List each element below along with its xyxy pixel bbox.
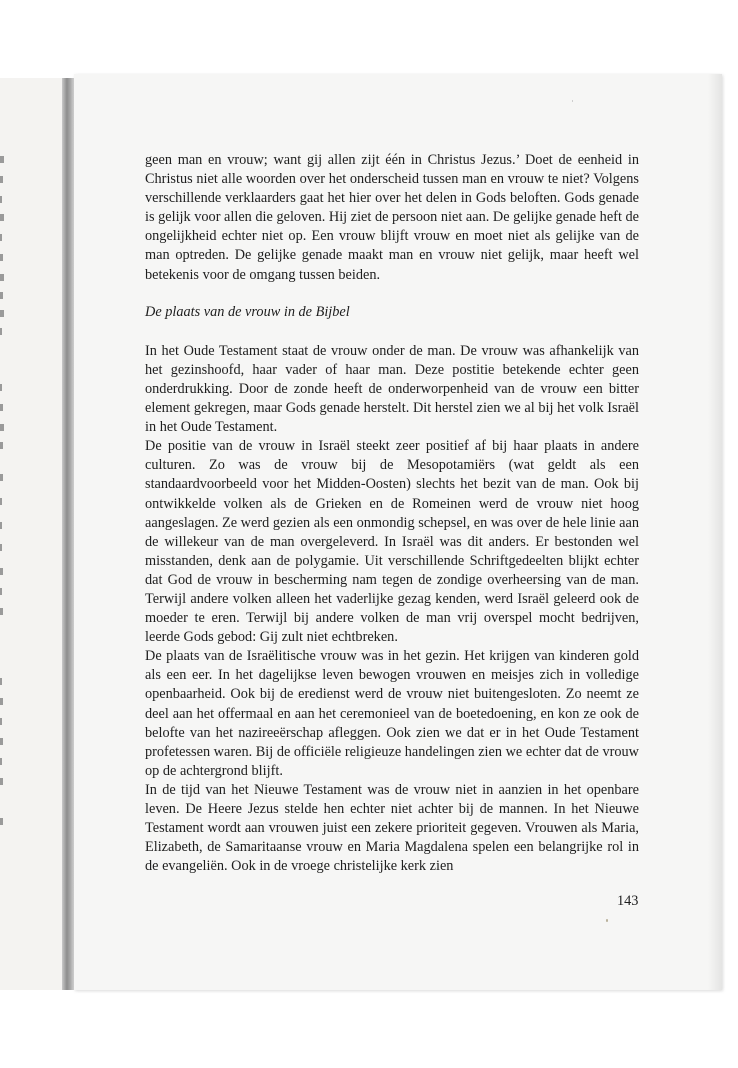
paper-speck bbox=[572, 100, 573, 102]
body-paragraph: De positie van de vrouw in Israël steekt zeer positief af bij haar plaats in andere culturen. Zo was de vrouw bij de Mesopotamiërs (wat geldt als een standaardvoorbeeld voor het Midden-Oosten) slechts het bezit van de man. Ook bij ontwikkelde volken als de Grieken en de Romeinen werd de vrouw niet hoog aangeslagen. Ze werd gezien als een onmondig schepsel, en was over de hele linie aan de willekeur van de man overgeleverd. In Israël was dit anders. Er bestonden wel misstanden, denk aan de polygamie. Uit verschillende Schriftgedeelten blijkt echter dat God de vrouw in bescherming nam tegen de zondige overheersing van de man. Terwijl andere volken alleen het vaderlijke gezag kenden, werd Israël geleerd ook de moeder te eren. Terwijl bij andere volken de man vrij overspel mocht bedrijven, leerde Gods gebod: Gij zult niet echtbreken. bbox=[145, 438, 639, 646]
section-heading: De plaats van de vrouw in de Bijbel bbox=[145, 303, 350, 320]
page-edge-shading bbox=[708, 74, 722, 990]
body-paragraph: De plaats van de Israëlitische vrouw was in het gezin. Het krijgen van kinderen gold als een eer. In het dagelijkse leven bewogen vrouwen en meisjes zich in volledige openbaarheid. Ook bij de eredienst werd de vrouw niet buitengesloten. Zo neemt ze deel aan het offermaal en aan het ceremonieel van de boetedoening, en kon ze ook de belofte van het nazireeërschap afleggen. Ook zien we dat er in het Oude Testament profetessen waren. Bij de officiële religieuze handelingen zien we echter dat de vrouw op de achtergrond blijft. bbox=[145, 648, 639, 779]
page-body bbox=[145, 151, 639, 876]
book-page bbox=[74, 74, 722, 990]
body-paragraph: In de tijd van het Nieuwe Testament was de vrouw niet in aanzien in het openbare leven. De Heere Jezus stelde hen echter niet achter bij de mannen. In het Nieuwe Testament wordt aan vrouwen juist een zekere prioriteit gegeven. Vrouwen als Maria, Elizabeth, de Samaritaanse vrouw en Maria Magdalena spelen een belangrijke rol in de evangeliën. Ook in de vroege christelijke kerk zien bbox=[145, 781, 639, 875]
facing-page-edge bbox=[0, 78, 64, 990]
paper-speck bbox=[606, 919, 608, 922]
body-paragraph: In het Oude Testament staat de vrouw onder de man. De vrouw was afhankelijk van het gezinshoofd, haar vader of haar man. Deze postitie betekende echter geen onderdrukking. Door de zonde heeft de onderworpenheid van de vrouw een bitter element gekregen, maar Gods genade herstelt. Dit herstel zien we al bij het volk Israël in het Oude Testament. bbox=[145, 342, 639, 436]
page-number: 143 bbox=[617, 893, 639, 909]
body-paragraph: geen man en vrouw; want gij allen zijt één in Christus Jezus.’ Doet de eenheid in Christus niet alle woorden over het onderscheid tussen man en vrouw te niet? Volgens verschillende verklaarders gaat het hier over het delen in Gods beloften. Gods genade is gelijk voor allen die geloven. Hij ziet de persoon niet aan. De gelijke genade heft de ongelijkheid echter niet op. Een vrouw blijft vrouw en moet niet als gelijke van de man optreden. De gelijke genade maakt man en vrouw niet gelijk, maar heeft wel betekenis voor de omgang tussen beiden. bbox=[145, 152, 639, 283]
